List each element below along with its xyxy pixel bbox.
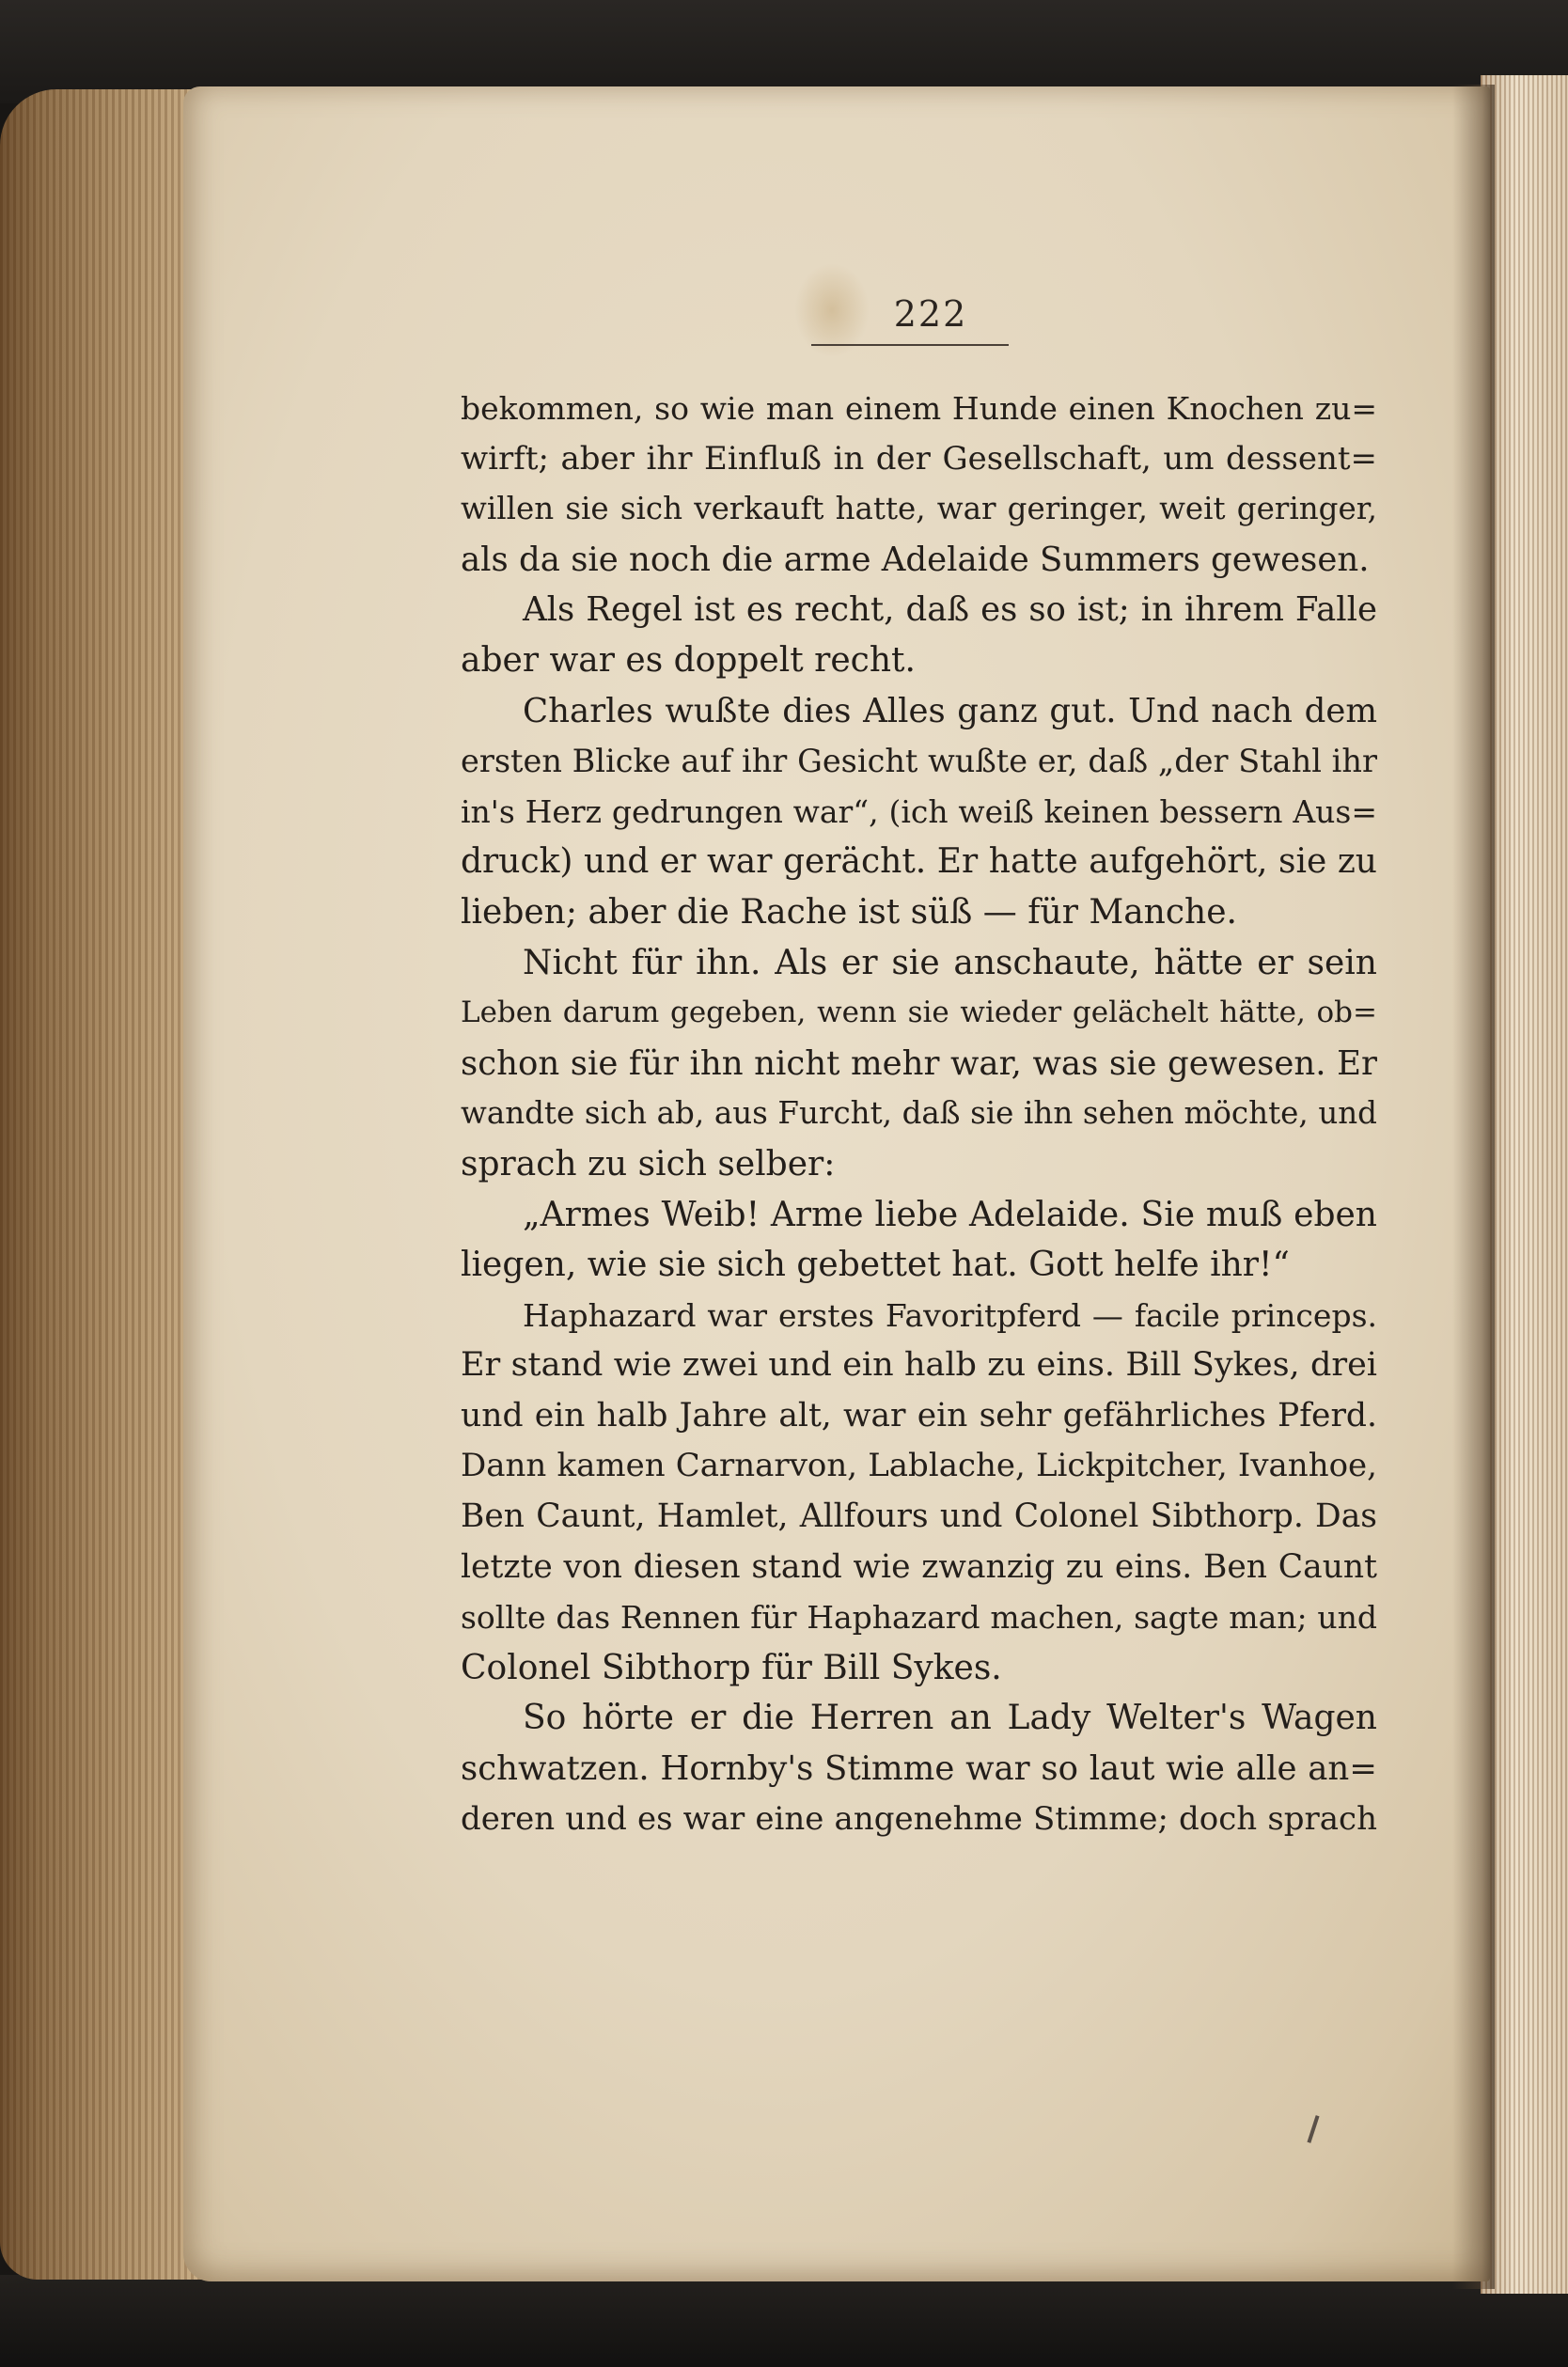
text-line: Haphazard war erstes Favoritpferd — facile princeps. — [523, 1296, 1377, 1334]
paper-stain — [794, 263, 870, 357]
text-line: schwatzen. Hornby's Stimme war so laut wie alle an= — [461, 1749, 1377, 1789]
text-line: bekommen, so wie man einem Hunde einen Knochen zu= — [461, 390, 1377, 427]
text-line: Colonel Sibthorp für Bill Sykes. — [461, 1648, 1002, 1687]
text-line: und ein halb Jahre alt, war ein sehr gefährliches Pferd. — [461, 1396, 1377, 1434]
text-line: deren und es war eine angenehme Stimme; doch sprach — [461, 1799, 1377, 1838]
page-block-edge — [0, 89, 202, 2280]
text-line: So hörte er die Herren an Lady Welter's Wagen — [523, 1699, 1377, 1738]
text-line: in's Herz gedrungen war“, (ich weiß keinen bessern Aus= — [461, 792, 1377, 830]
text-line: wandte sich ab, aus Furcht, daß sie ihn sehen möchte, und — [461, 1095, 1377, 1132]
text-line: letzte von diesen stand wie zwanzig zu eins. Ben Caunt — [461, 1547, 1377, 1586]
gutter-shadow — [1452, 85, 1495, 2289]
text-line: Er stand wie zwei und ein halb zu eins. Bill Sykes, drei — [461, 1346, 1377, 1385]
text-line: Ben Caunt, Hamlet, Allfours und Colonel Sibthorp. Das — [461, 1497, 1377, 1536]
body-text — [461, 384, 1377, 1844]
text-line: Nicht für ihn. Als er sie anschaute, hätte er sein — [523, 943, 1377, 982]
text-line: willen sie sich verkauft hatte, war geringer, weit geringer, — [461, 491, 1377, 527]
text-line: wirft; aber ihr Einfluß in der Gesellschaft, um dessent= — [461, 439, 1377, 478]
text-line: sprach zu sich selber: — [461, 1144, 836, 1184]
page-number: 222 — [893, 293, 968, 335]
text-line: ersten Blicke auf ihr Gesicht wußte er, daß „der Stahl ihr — [461, 743, 1377, 780]
text-line: „Armes Weib! Arme liebe Adelaide. Sie muß eben — [523, 1195, 1377, 1234]
text-line: Charles wußte dies Alles ganz gut. Und nach dem — [523, 691, 1377, 730]
text-line: als da sie noch die arme Adelaide Summers gewesen. — [461, 540, 1370, 579]
text-line: liegen, wie sie sich gebettet hat. Gott helfe ihr!“ — [461, 1246, 1290, 1285]
text-line: lieben; aber die Rache ist süß — für Manche. — [461, 892, 1237, 932]
text-line: Als Regel ist es recht, daß es so ist; in ihrem Falle — [523, 590, 1377, 630]
page-number-rule — [811, 344, 1009, 346]
text-line: aber war es doppelt recht. — [461, 640, 916, 680]
text-line: sollte das Rennen für Haphazard machen, sagte man; und — [461, 1599, 1377, 1637]
text-line: Leben darum gegeben, wenn sie wieder gelächelt hätte, ob= — [461, 995, 1377, 1030]
text-line: Dann kamen Carnarvon, Lablache, Lickpitcher, Ivanhoe, — [461, 1447, 1377, 1485]
text-line: schon sie für ihn nicht mehr war, was sie gewesen. Er — [461, 1043, 1377, 1083]
text-line: druck) und er war gerächt. Er hatte aufgehört, sie zu — [461, 842, 1377, 882]
book-cover-bottom — [0, 2275, 1568, 2367]
